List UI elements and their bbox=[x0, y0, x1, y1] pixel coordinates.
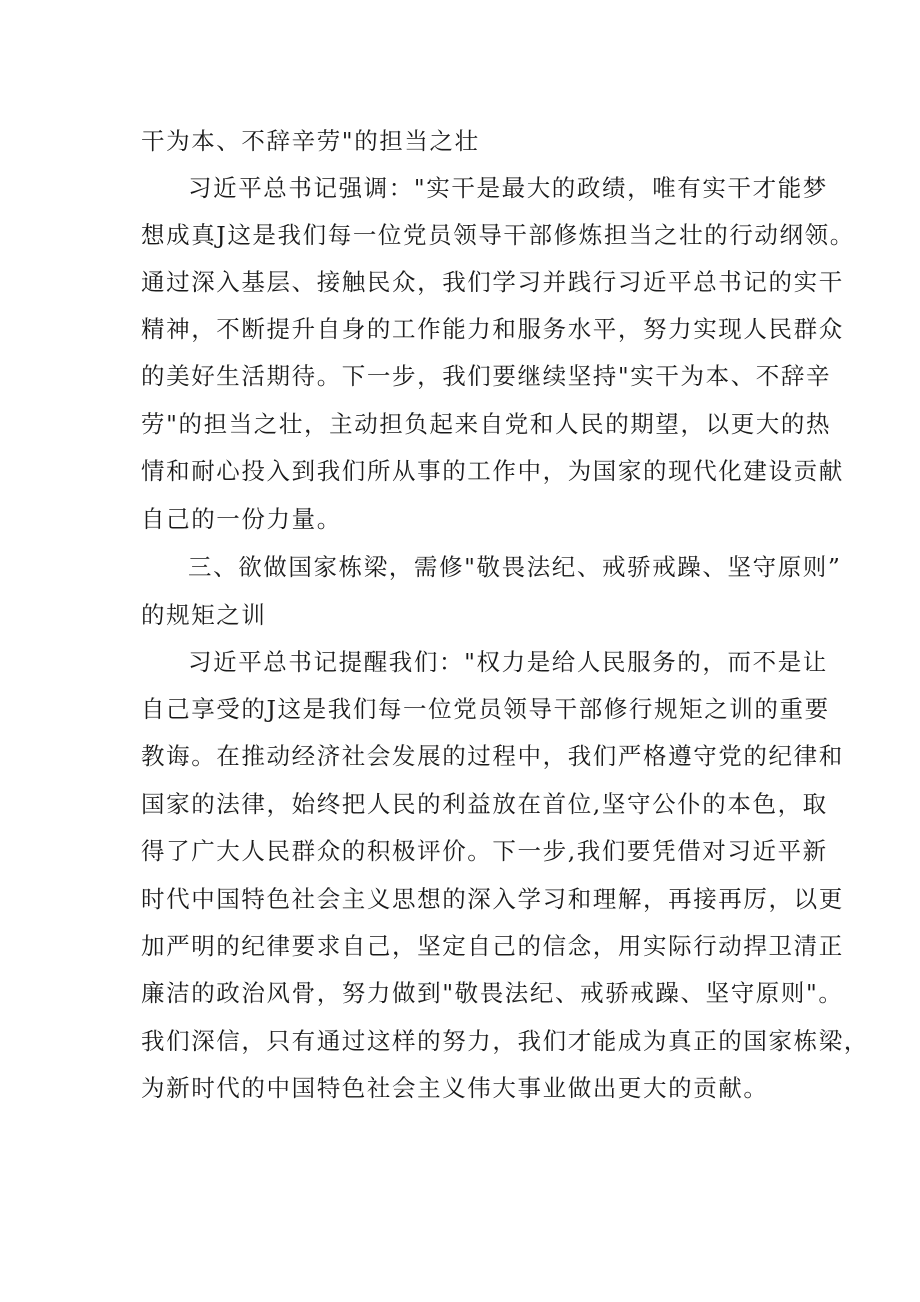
paragraph-start-line: 习近平总书记强调："实干是最大的政绩，唯有实干才能梦 bbox=[188, 174, 828, 202]
text-line: 我们深信，只有通过这样的努力，我们才能成为真正的国家栋梁， bbox=[141, 1027, 869, 1055]
text-line: 劳"的担当之壮，主动担负起来自党和人民的期望，以更大的热 bbox=[141, 410, 832, 438]
section-heading-line: 的规矩之训 bbox=[141, 601, 267, 629]
text-line: 想成真J这是我们每一位党员领导干部修炼担当之壮的行动纲领。 bbox=[141, 221, 855, 249]
paragraph-start-line: 习近平总书记提醒我们："权力是给人民服务的，而不是让 bbox=[188, 648, 828, 676]
text-line: 自己的一份力量。 bbox=[141, 505, 342, 533]
text-line: 得了广大人民群众的积极评价。下一步,我们要凭借对习近平新 bbox=[141, 837, 828, 865]
text-line: 国家的法律，始终把人民的利益放在首位,坚守公仆的本色，取 bbox=[141, 790, 828, 818]
text-line: 加严明的纪律要求自己，坚定自己的信念，用实际行动捍卫清正 bbox=[141, 932, 844, 960]
text-line: 为新时代的中国特色社会主义伟大事业做出更大的贡献。 bbox=[141, 1074, 769, 1102]
text-line: 教诲。在推动经济社会发展的过程中，我们严格遵守党的纪律和 bbox=[141, 742, 844, 770]
text-line: 自己享受的J这是我们每一位党员领导干部修行规矩之训的重要 bbox=[141, 695, 830, 723]
text-line: 干为本、不辞辛劳"的担当之壮 bbox=[141, 127, 480, 155]
text-line: 廉洁的政治风骨，努力做到"敬畏法纪、戒骄戒躁、坚守原则"。 bbox=[141, 979, 844, 1007]
section-heading-line: 三、欲做国家栋梁，需修"敬畏法纪、戒骄戒躁、坚守原则” bbox=[188, 553, 842, 581]
text-line: 时代中国特色社会主义思想的深入学习和理解，再接再厉，以更 bbox=[141, 885, 844, 913]
text-line: 的美好生活期待。下一步，我们要继续坚持"实干为本、不辞辛 bbox=[141, 362, 832, 390]
text-line: 精神，不断提升自身的工作能力和服务水平，努力实现人民群众 bbox=[141, 315, 844, 343]
text-line: 通过深入基层、接触民众，我们学习并践行习近平总书记的实干 bbox=[141, 268, 844, 296]
text-line: 情和耐心投入到我们所从事的工作中，为国家的现代化建设贡献 bbox=[141, 457, 844, 485]
